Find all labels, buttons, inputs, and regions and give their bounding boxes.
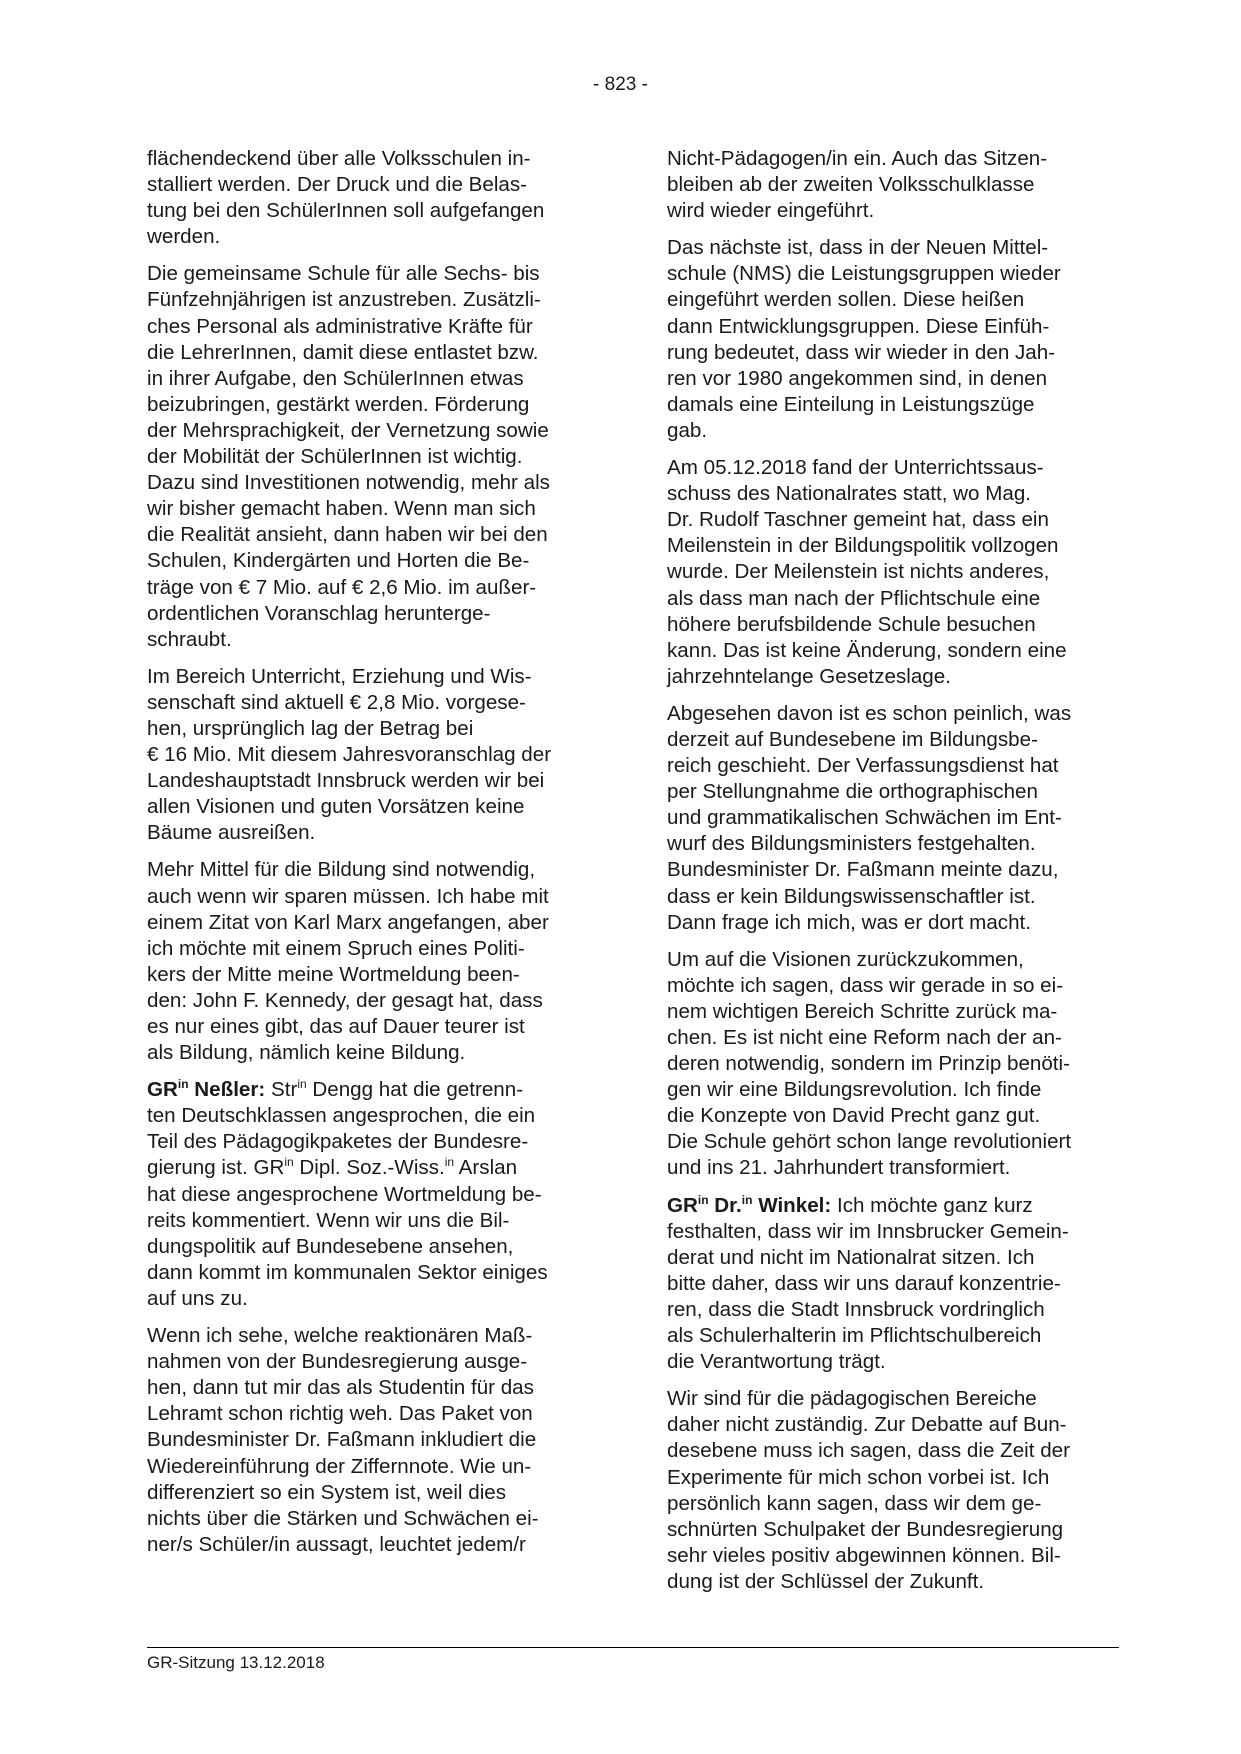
- text-line: hen, ursprünglich lag der Betrag bei: [147, 716, 474, 740]
- text-line: nem wichtigen Bereich Schritte zurück ma-: [667, 999, 1058, 1023]
- inline-text: gierung ist. GR: [147, 1156, 285, 1180]
- text-line: festhalten, dass wir im Innsbrucker Gemein-: [667, 1219, 1069, 1243]
- text-line: dann kommt im kommunalen Sektor einiges: [147, 1260, 548, 1284]
- text-line: nichts über die Stärken und Schwächen ei-: [147, 1506, 539, 1530]
- text-line: beizubringen, gestärkt werden. Förderung: [147, 392, 530, 416]
- text-line: dass er kein Bildungswissenschaftler ist.: [667, 884, 1036, 908]
- text-line: ten Deutschklassen angesprochen, die ein: [147, 1104, 536, 1128]
- text-line: Meilenstein in der Bildungspolitik vollzogen: [667, 534, 1059, 558]
- text-line: derat und nicht im Nationalrat sitzen. Ich: [667, 1245, 1035, 1269]
- text-line: ich möchte mit einem Spruch eines Politi-: [147, 936, 525, 960]
- paragraph: [667, 701, 1119, 936]
- text-line: Experimente für mich schon vorbei ist. Ich: [667, 1465, 1050, 1489]
- text-line: träge von € 7 Mio. auf € 2,6 Mio. im außer-: [147, 575, 537, 599]
- text-line: die LehrerInnen, damit diese entlastet bzw.: [147, 340, 539, 364]
- text-line: ches Personal als administrative Kräfte für: [147, 314, 533, 338]
- text-line: Bundesminister Dr. Faßmann inkludiert die: [147, 1428, 537, 1452]
- text-line: dungspolitik auf Bundesebene ansehen,: [147, 1234, 514, 1258]
- text-line: höhere berufsbildende Schule besuchen: [667, 612, 1036, 636]
- text-line: damals eine Einteilung in Leistungszüge: [667, 392, 1035, 416]
- text-line: desebene muss ich sagen, dass die Zeit der: [667, 1439, 1070, 1463]
- inline-text: Ich möchte ganz kurz: [836, 1193, 1033, 1217]
- text-line: ordentlichen Voranschlag herunterge-: [147, 601, 491, 625]
- text-line: bleiben ab der zweiten Volksschulklasse: [667, 173, 1035, 197]
- text-line: und grammatikalischen Schwächen im Ent-: [667, 806, 1062, 830]
- text-line: Die Schule gehört schon lange revolutioniert: [667, 1130, 1072, 1154]
- speaker-degree: Dr.: [714, 1193, 742, 1217]
- speaker-title: GR: [667, 1193, 698, 1217]
- paragraph: [667, 235, 1119, 444]
- text-line: schule (NMS) die Leistungsgruppen wieder: [667, 262, 1061, 286]
- superscript: in: [697, 1192, 709, 1207]
- text-line: persönlich kann sagen, dass wir dem ge-: [667, 1491, 1042, 1515]
- paragraph: [667, 146, 1119, 224]
- text-line: Das nächste ist, dass in der Neuen Mittel-: [667, 236, 1049, 260]
- text-line: Um auf die Visionen zurückzukommen,: [667, 947, 1024, 971]
- text-line: chen. Es ist nicht eine Reform nach der an-: [667, 1026, 1062, 1049]
- text-line: werden.: [147, 225, 221, 249]
- text-line: differenziert so ein System ist, weil dies: [147, 1480, 507, 1504]
- text-line: die Konzepte von David Precht ganz gut.: [667, 1104, 1041, 1128]
- speaker-name: [147, 1078, 265, 1101]
- text-line: stalliert werden. Der Druck und die Belas-: [147, 173, 527, 197]
- text-line: Dr. Rudolf Taschner gemeint hat, dass ein: [667, 508, 1049, 532]
- page-number: - 823 -: [593, 74, 648, 95]
- text-line: ren vor 1980 angekommen sind, in denen: [667, 366, 1048, 390]
- paragraph: [147, 857, 599, 1066]
- superscript: in: [297, 1077, 307, 1092]
- text-line: Wenn ich sehe, welche reaktionären Maß-: [147, 1324, 533, 1348]
- text-line: kann. Das ist keine Änderung, sondern eine: [667, 638, 1067, 662]
- speaker-label: Neßler:: [194, 1078, 266, 1102]
- text-line: gab.: [667, 418, 708, 442]
- text-line: dann Entwicklungsgruppen. Diese Einfüh-: [667, 314, 1050, 338]
- text-line: daher nicht zuständig. Zur Debatte auf Bun-: [667, 1413, 1067, 1437]
- text-line: dung ist der Schlüssel der Zukunft.: [667, 1569, 985, 1593]
- text-line: [147, 1155, 599, 1181]
- text-line: flächendeckend über alle Volksschulen in-: [147, 147, 531, 170]
- paragraph: [667, 1386, 1119, 1595]
- text-line: [147, 1077, 599, 1103]
- text-line: auf uns zu.: [147, 1286, 248, 1310]
- text-line: bitte daher, dass wir uns darauf konzentrie-: [667, 1271, 1061, 1295]
- speaker-name: [667, 1194, 831, 1217]
- text-line: Die gemeinsame Schule für alle Sechs- bis: [147, 262, 540, 286]
- text-line: deren notwendig, sondern im Prinzip benöti-: [667, 1052, 1070, 1076]
- speech-paragraph-nessler: [147, 1077, 599, 1312]
- text-line: Bundesminister Dr. Faßmann meinte dazu,: [667, 858, 1059, 882]
- text-line: Bäume ausreißen.: [147, 821, 316, 845]
- left-column: [147, 146, 599, 1569]
- inline-text: Str: [270, 1078, 298, 1102]
- text-line: wir bisher gemacht haben. Wenn man sich: [147, 497, 536, 521]
- text-line: den: John F. Kennedy, der gesagt hat, dass: [147, 988, 543, 1012]
- text-line: rung bedeutet, dass wir wieder in den Jah-: [667, 340, 1056, 364]
- inline-text: Dipl. Soz.-Wiss.: [293, 1156, 445, 1180]
- text-line: € 16 Mio. Mit diesem Jahresvoranschlag der: [147, 743, 552, 767]
- paragraph: [667, 947, 1119, 1182]
- text-line: eingeführt werden sollen. Diese heißen: [667, 288, 1025, 312]
- text-line: und ins 21. Jahrhundert transformiert.: [667, 1156, 1011, 1180]
- paragraph: [667, 455, 1119, 690]
- text-line: schnürten Schulpaket der Bundesregierung: [667, 1517, 1064, 1541]
- text-line: der Mobilität der SchülerInnen ist wichtig.: [147, 445, 523, 469]
- text-line: nahmen von der Bundesregierung ausge-: [147, 1350, 528, 1374]
- paragraph: [147, 261, 599, 652]
- text-line: sehr vieles positiv abgewinnen können. Bil-: [667, 1543, 1061, 1567]
- paragraph: [147, 1323, 599, 1558]
- text-line: per Stellungnahme die orthographischen: [667, 780, 1038, 804]
- superscript: in: [284, 1155, 294, 1170]
- speech-paragraph-winkel: [667, 1193, 1119, 1376]
- paragraph: [147, 146, 599, 250]
- superscript: in: [177, 1077, 189, 1092]
- text-line: ren, dass die Stadt Innsbruck vordringlich: [667, 1297, 1045, 1321]
- paragraph: [147, 664, 599, 847]
- text-line: schuss des Nationalrates statt, wo Mag.: [667, 482, 1031, 506]
- text-line: es nur eines gibt, das auf Dauer teurer ist: [147, 1015, 525, 1038]
- text-line: möchte ich sagen, dass wir gerade in so ei-: [667, 973, 1064, 997]
- text-line: in ihrer Aufgabe, den SchülerInnen etwas: [147, 366, 524, 390]
- text-line: Schulen, Kindergärten und Horten die Be-: [147, 549, 530, 573]
- superscript: in: [444, 1155, 455, 1170]
- text-line: Fünfzehnjährigen ist anzustreben. Zusätzli-: [147, 288, 541, 312]
- text-line: Wiedereinführung der Ziffernnote. Wie un-: [147, 1454, 532, 1478]
- text-line: allen Visionen und guten Vorsätzen keine: [147, 795, 525, 819]
- inline-text: Dengg hat die getrenn-: [312, 1078, 524, 1102]
- text-line: als Schulerhalterin im Pflichtschulbereich: [667, 1324, 1042, 1348]
- text-line: Dann frage ich mich, was er dort macht.: [667, 910, 1031, 934]
- text-line: wurf des Bildungsministers festgehalten.: [667, 832, 1036, 856]
- text-line: hen, dann tut mir das als Studentin für das: [147, 1376, 534, 1400]
- text-line: als Bildung, nämlich keine Bildung.: [147, 1041, 466, 1065]
- text-line: derzeit auf Bundesebene im Bildungsbe-: [667, 727, 1038, 751]
- text-line: schraubt.: [147, 627, 232, 651]
- text-line: als dass man nach der Pflichtschule eine: [667, 586, 1041, 610]
- text-line: auch wenn wir sparen müssen. Ich habe mit: [147, 884, 549, 908]
- text-line: wird wieder eingeführt.: [667, 199, 875, 223]
- text-line: tung bei den SchülerInnen soll aufgefangen: [147, 199, 545, 223]
- text-line: Mehr Mittel für die Bildung sind notwendig,: [147, 858, 536, 882]
- text-line: Abgesehen davon ist es schon peinlich, was: [667, 701, 1072, 725]
- superscript: in: [741, 1192, 753, 1207]
- text-line: kers der Mitte meine Wortmeldung been-: [147, 962, 520, 986]
- text-line: Am 05.12.2018 fand der Unterrichtssaus-: [667, 456, 1044, 480]
- text-line: Dazu sind Investitionen notwendig, mehr als: [147, 471, 550, 495]
- right-column: [667, 146, 1119, 1606]
- text-line: Nicht-Pädagogen/in ein. Auch das Sitzen-: [667, 147, 1048, 170]
- footer-session-label: GR-Sitzung 13.12.2018: [147, 1653, 325, 1672]
- speaker-title: GR: [147, 1078, 178, 1102]
- text-line: senschaft sind aktuell € 2,8 Mio. vorgese-: [147, 690, 526, 714]
- text-line: Im Bereich Unterricht, Erziehung und Wis-: [147, 664, 532, 688]
- text-line: reits kommentiert. Wenn wir uns die Bil-: [147, 1208, 510, 1232]
- text-line: jahrzehntelange Gesetzeslage.: [667, 664, 951, 688]
- text-line: gen wir eine Bildungsrevolution. Ich finde: [667, 1078, 1042, 1102]
- text-line: einem Zitat von Karl Marx angefangen, aber: [147, 910, 549, 934]
- text-line: Landeshauptstadt Innsbruck werden wir bei: [147, 769, 545, 793]
- footer-divider: [147, 1647, 1119, 1648]
- text-line: Lehramt schon richtig weh. Das Paket von: [147, 1402, 533, 1426]
- text-line: Teil des Pädagogikpaketes der Bundesre-: [147, 1130, 529, 1154]
- text-line: die Realität ansieht, dann haben wir bei den: [147, 523, 548, 547]
- inline-text: Arslan: [454, 1156, 518, 1180]
- text-line: der Mehrsprachigkeit, der Vernetzung sowie: [147, 418, 549, 442]
- speaker-label: Winkel:: [758, 1193, 832, 1217]
- text-line: [667, 1193, 1119, 1219]
- text-line: hat diese angesprochene Wortmeldung be-: [147, 1182, 542, 1206]
- text-line: ner/s Schüler/in aussagt, leuchtet jedem/r: [147, 1532, 526, 1556]
- text-line: reich geschieht. Der Verfassungsdienst hat: [667, 754, 1059, 778]
- text-line: wurde. Der Meilenstein ist nichts anderes,: [667, 560, 1050, 584]
- text-line: Wir sind für die pädagogischen Bereiche: [667, 1387, 1037, 1411]
- text-line: die Verantwortung trägt.: [667, 1350, 886, 1374]
